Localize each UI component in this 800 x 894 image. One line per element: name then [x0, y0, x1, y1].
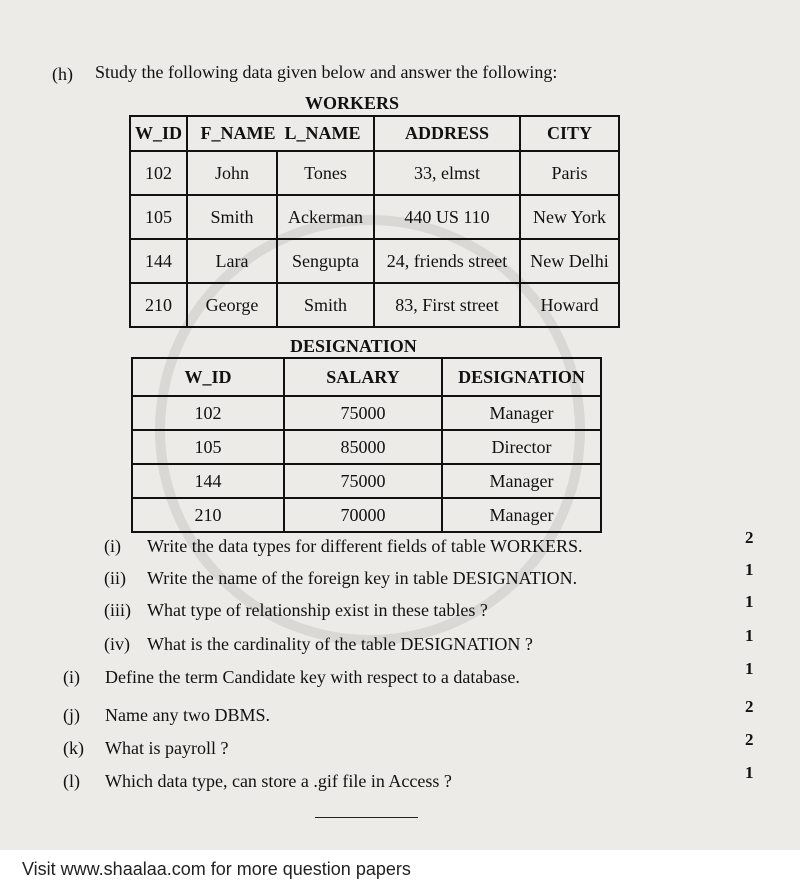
table-cell: Ackerman: [277, 195, 374, 239]
table-row: [130, 151, 619, 195]
question-text: Define the term Candidate key with respect to a database.: [105, 667, 520, 687]
table-cell: 144: [132, 464, 284, 498]
table-cell: Smith: [277, 283, 374, 327]
question-text: Study the following data given below and answer the following:: [95, 62, 558, 82]
marks: 2: [745, 697, 754, 716]
table-cell: George: [187, 283, 277, 327]
question-text: Which data type, can store a .gif file in Access ?: [105, 771, 452, 791]
table-cell: 75000: [284, 396, 442, 430]
table-cell: Smith: [187, 195, 277, 239]
question-label: (i): [104, 536, 121, 556]
workers-title: WORKERS: [305, 93, 400, 113]
question-label: (h): [52, 64, 73, 84]
question-text: Write the data types for different fields of table WORKERS.: [147, 536, 583, 556]
marks: 2: [745, 528, 754, 547]
table-cell: 24, friends street: [374, 239, 520, 283]
question-text: Name any two DBMS.: [105, 705, 270, 725]
marks: 1: [745, 626, 754, 645]
table-row: [130, 283, 619, 327]
header-cell: W_ID: [132, 358, 284, 396]
table-cell: New York: [520, 195, 619, 239]
table-cell: Howard: [520, 283, 619, 327]
question-text: What is the cardinality of the table DESIGNATION ?: [147, 634, 533, 654]
header-cell: ADDRESS: [374, 116, 520, 151]
question-label: (i): [63, 667, 80, 687]
marks: 1: [745, 592, 754, 611]
table-cell: 85000: [284, 430, 442, 464]
table-header: [132, 358, 601, 396]
table-cell: 33, elmst: [374, 151, 520, 195]
marks: 1: [745, 659, 754, 678]
table-cell: 144: [130, 239, 187, 283]
table-cell: 210: [130, 283, 187, 327]
footer-link-text[interactable]: Visit www.shaalaa.com for more question papers: [22, 859, 411, 879]
question-label: (j): [63, 705, 80, 725]
header-cell: CITY: [520, 116, 619, 151]
table-cell: 102: [130, 151, 187, 195]
question-label: (k): [63, 738, 84, 758]
marks: 1: [745, 763, 754, 782]
question-text: What type of relationship exist in these tables ?: [147, 600, 488, 620]
question-text: What is payroll ?: [105, 738, 229, 758]
header-cell: SALARY: [284, 358, 442, 396]
table-row: [130, 239, 619, 283]
table-cell: Manager: [442, 498, 601, 532]
question-text: Write the name of the foreign key in table DESIGNATION.: [147, 568, 578, 588]
question-label: (iii): [104, 600, 131, 620]
workers-table: [129, 115, 620, 328]
end-divider: [315, 817, 418, 818]
question-label: (l): [63, 771, 80, 791]
designation-table: [131, 357, 602, 533]
marks: 2: [745, 730, 754, 749]
header-cell: W_ID: [130, 116, 187, 151]
table-cell: Manager: [442, 464, 601, 498]
table-row: [130, 195, 619, 239]
question-label: (iv): [104, 634, 130, 654]
header-cell: DESIGNATION: [442, 358, 601, 396]
table-cell: 105: [130, 195, 187, 239]
table-row: [132, 430, 601, 464]
table-cell: Paris: [520, 151, 619, 195]
table-cell: 440 US 110: [374, 195, 520, 239]
table-cell: Manager: [442, 396, 601, 430]
table-cell: John: [187, 151, 277, 195]
table-cell: Sengupta: [277, 239, 374, 283]
table-cell: New Delhi: [520, 239, 619, 283]
header-cell: F_NAME L_NAME: [187, 116, 374, 151]
table-cell: 70000: [284, 498, 442, 532]
footer: [0, 850, 800, 894]
table-cell: 210: [132, 498, 284, 532]
table-header: [130, 116, 619, 151]
table-cell: Tones: [277, 151, 374, 195]
table-cell: 75000: [284, 464, 442, 498]
table-cell: Director: [442, 430, 601, 464]
marks: 1: [745, 560, 754, 579]
table-row: [132, 396, 601, 430]
question-label: (ii): [104, 568, 126, 588]
table-cell: 105: [132, 430, 284, 464]
designation-title: DESIGNATION: [290, 336, 417, 356]
table-row: [132, 464, 601, 498]
table-row: [132, 498, 601, 532]
table-cell: Lara: [187, 239, 277, 283]
table-cell: 83, First street: [374, 283, 520, 327]
table-cell: 102: [132, 396, 284, 430]
